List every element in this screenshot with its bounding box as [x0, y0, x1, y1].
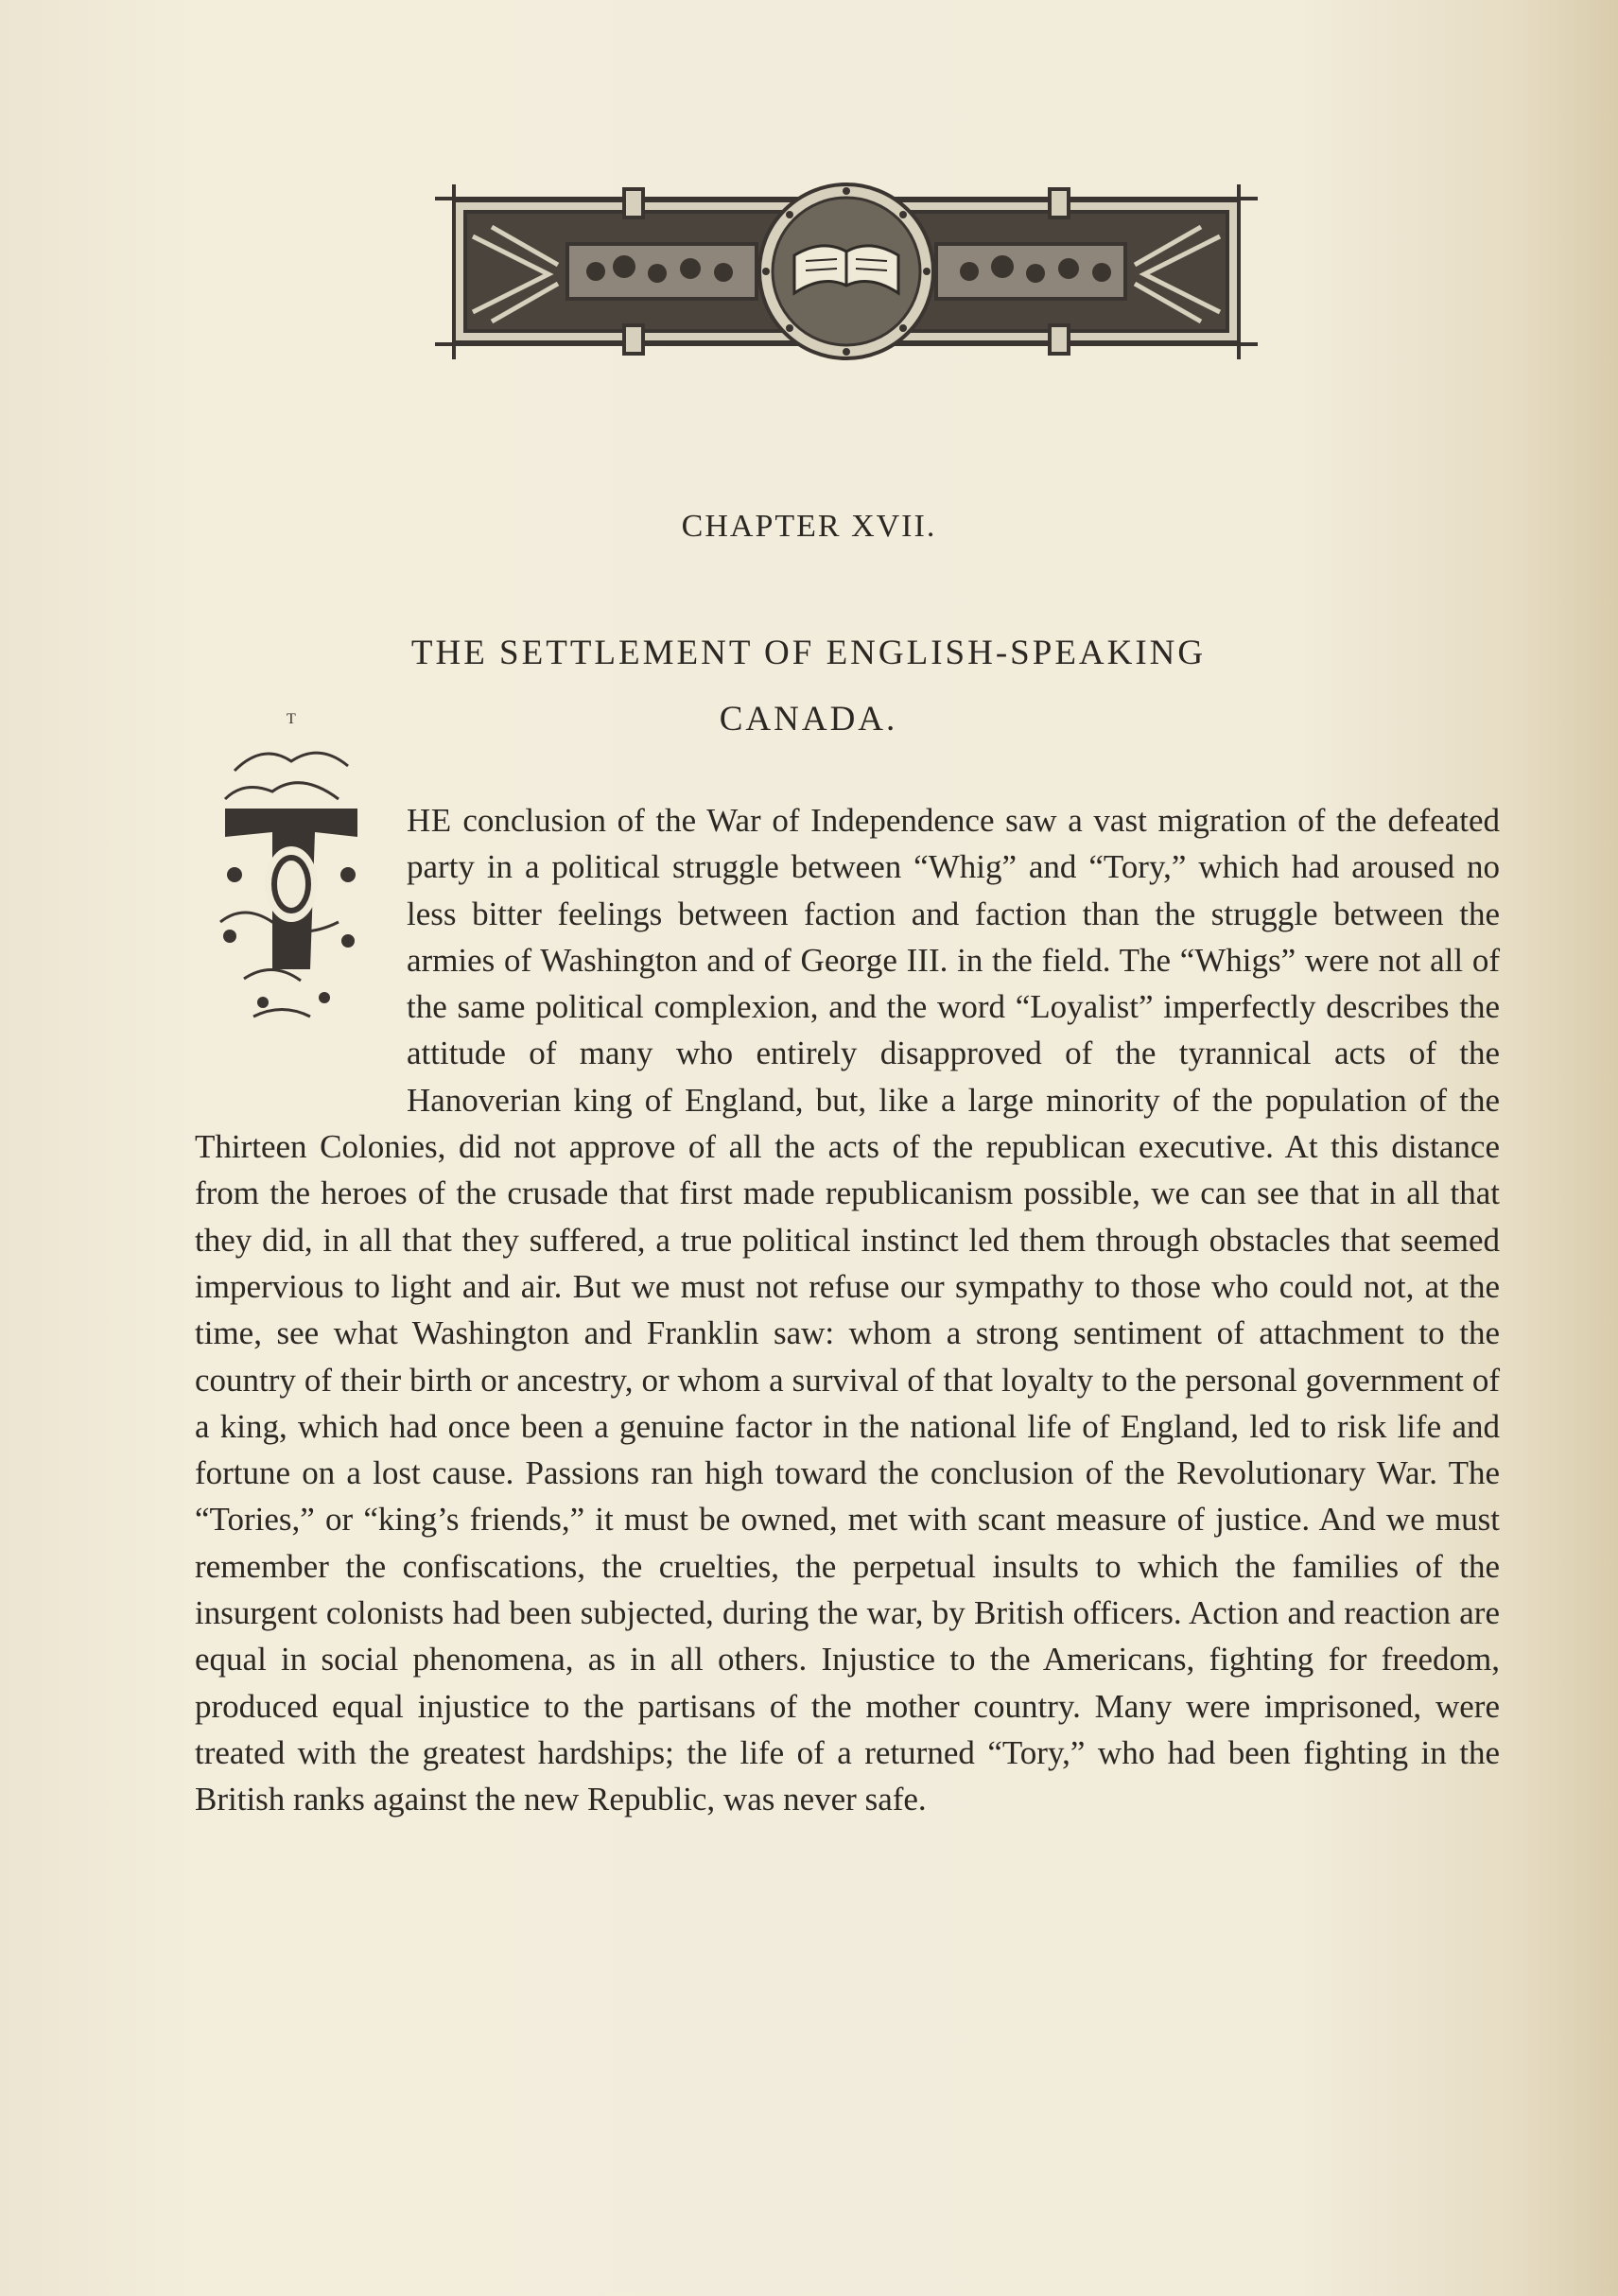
chapter-title-line-2: CANADA.	[719, 700, 898, 739]
headpiece-ornament	[435, 180, 1258, 369]
chapter-label: CHAPTER XVII.	[681, 509, 937, 544]
chapter-title	[284, 620, 1333, 753]
dropcap-letter: T	[287, 711, 296, 727]
body-paragraph	[195, 797, 1500, 1823]
chapter-title-line-1: THE SETTLEMENT OF ENGLISH-SPEAKING	[410, 634, 1207, 672]
open-book-icon	[794, 246, 898, 293]
first-word: HE	[407, 802, 452, 839]
paragraph-text: conclusion of the War of Independence saw a vast migration of the defeated party in a political struggle between “Whig” and “Tory,” which had aroused no less bitter feelings between faction and faction than the struggle between the armies of Washington and of George III. in the field. The “Whigs” were not all of the same political complexion, and the word “Loyalist” imperfectly describes the attitude of many who entirely disapproved of the tyrannical acts of the Hanoverian king of England, but, like a large minority of the population of the Thirteen Colonies, did not approve of all the acts of the republican executive. At this distance from the heroes of the crusade that first made republicanism possible, we can see that in all that they did, in all that they suffered, a true political instinct led them through obstacles that seemed impervious to light and air. But we must not refuse our sympathy to those who could not, at the time, see what Washington and Franklin saw: whom a strong sentiment of attachment to the country of their birth or ancestry, or whom a survival of that loyalty to the personal government of a king, which had once been a genuine factor in the national life of England, led to risk life and fortune on a lost cause. Passions ran high toward the conclusion of the Revolutionary War. The “Tories,” or “king’s friends,” it must be owned, met with scant measure of justice. And we must remember the confiscations, the cruelties, the perpetual insults to which the families of the insurgent colonists had been subjected, during the war, by British officers. Action and reaction are equal in social phenomena, as in all others. Injustice to the Americans, fighting for freedom, produced equal injustice to the partisans of the mother country. Many were imprisoned, were treated with the greatest hardships; the life of a returned “Tory,” who had been fighting in the British ranks against the new Republic, was never safe.	[195, 802, 1500, 1818]
dropcap-spacer	[195, 797, 407, 1121]
